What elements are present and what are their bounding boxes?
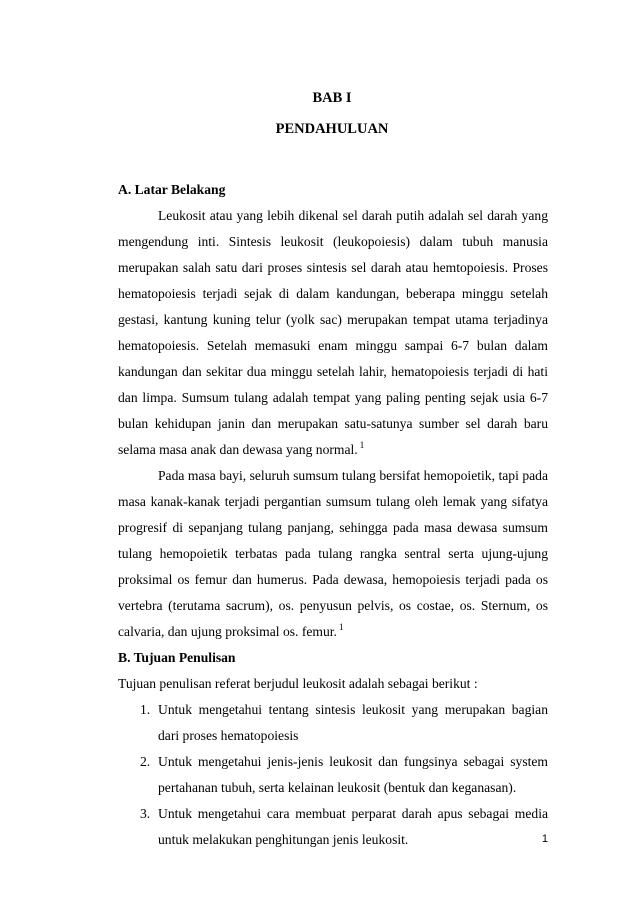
chapter-number: BAB I <box>312 90 352 106</box>
document-body <box>118 177 548 853</box>
footnote-ref: 1 <box>338 622 344 632</box>
section-b-title: B. Tujuan Penulisan <box>118 650 236 665</box>
section-a-title: A. Latar Belakang <box>118 182 226 197</box>
chapter-title: PENDAHULUAN <box>275 121 389 137</box>
background-paragraph-1-text: Leukosit atau yang lebih dikenal sel darah putih adalah sel darah yang mengendung inti. Sintesis leukosit (leukopoiesis) dalam tubuh manusia merupakan salah satu dari proses sintesis sel darah atau hemtopoiesis. Proses hematopoiesis terjadi sejak di dalam kandungan, beberapa minggu setelah gestasi, kantung kuning telur (yolk sac) merupakan tempat utama terjadinya hematopoiesis. Setelah memasuki enam minggu sampai 6-7 bulan dalam kandungan dan sekitar dua minggu setelah lahir, hematopoiesis terjadi di hati dan limpa. Sumsum tulang adalah tempat yang paling penting sejak usia 6-7 bulan kehidupan janin dan merupakan satu-satunya sumber sel darah baru selama masa anak dan dewasa yang normal. <box>118 208 548 457</box>
list-item <box>118 697 548 749</box>
list-item <box>118 749 548 801</box>
objectives-list <box>118 697 548 853</box>
list-item-number: 2. <box>140 754 151 769</box>
background-paragraph-2 <box>118 463 548 645</box>
list-item <box>118 801 548 853</box>
background-paragraph-1 <box>118 203 548 463</box>
list-item-number: 3. <box>140 806 151 821</box>
list-item-text: Untuk mengetahui jenis-jenis leukosit dan fungsinya sebagai system pertahanan tubuh, serta kelainan leukosit (bentuk dan keganasan). <box>158 754 548 795</box>
list-item-text: Untuk mengetahui cara membuat perparat darah apus sebagai media untuk melakukan penghitungan jenis leukosit. <box>158 806 548 847</box>
objectives-intro: Tujuan penulisan referat berjudul leukosit adalah sebagai berikut : <box>118 676 478 691</box>
footnote-ref: 1 <box>359 440 365 450</box>
list-item-number: 1. <box>140 702 151 717</box>
page-number: 1 <box>541 833 548 845</box>
background-paragraph-2-text: Pada masa bayi, seluruh sumsum tulang bersifat hemopoietik, tapi pada masa kanak-kanak terjadi pergantian sumsum tulang oleh lemak yang sifatya progresif di sepanjang tulang panjang, sehingga pada masa dewasa sumsum tulang hemopoietik terbatas pada tulang rangka sentral serta ujung-ujung proksimal os femur dan humerus. Pada dewasa, hemopoiesis terjadi pada os vertebra (terutama sacrum), os. penyusun pelvis, os costae, os. Sternum, os calvaria, dan ujung proksimal os. femur. <box>118 468 548 639</box>
list-item-text: Untuk mengetahui tentang sintesis leukosit yang merupakan bagian dari proses hematopoiesis <box>158 702 548 743</box>
